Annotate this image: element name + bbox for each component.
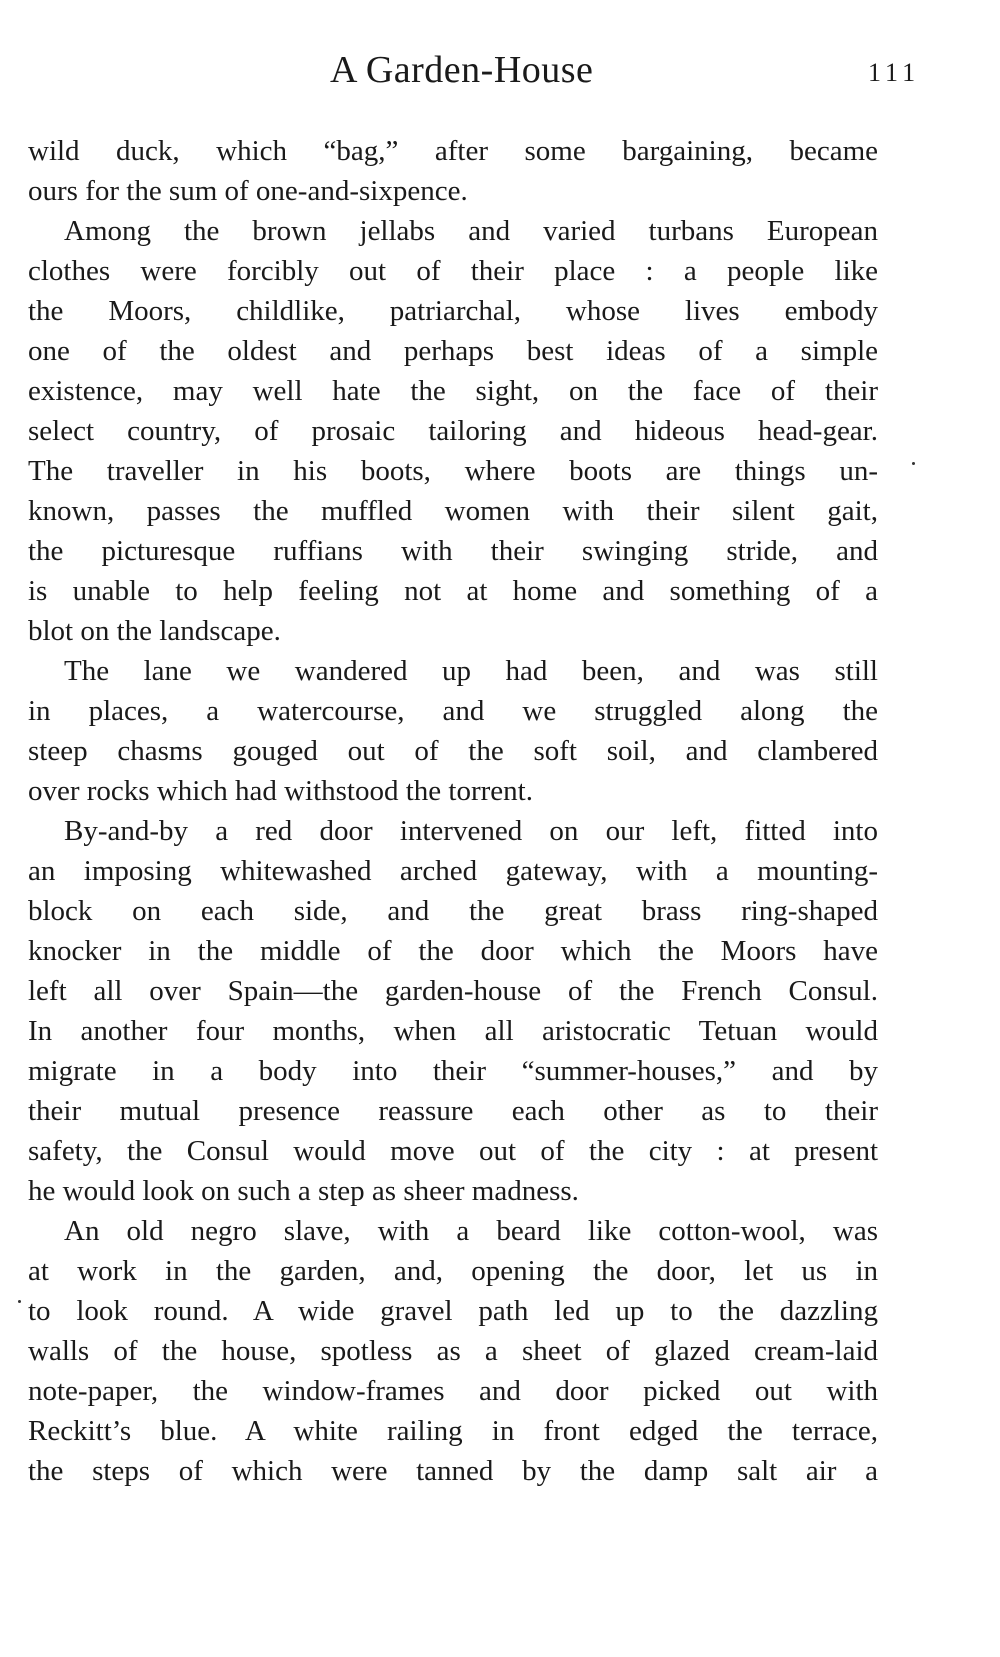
print-speck <box>18 1300 21 1303</box>
running-head <box>0 48 1000 108</box>
text-line: walls of the house, spotless as a sheet of glazed cream-laid <box>28 1335 878 1367</box>
text-line: The lane we wandered up had been, and was still <box>64 655 878 687</box>
text-line: known, passes the muffled women with their silent gait, <box>28 495 878 527</box>
text-line: an imposing whitewashed arched gateway, with a mounting- <box>28 855 878 887</box>
text-line: existence, may well hate the sight, on the face of their <box>28 375 878 407</box>
print-speck <box>912 462 915 465</box>
text-line: knocker in the middle of the door which the Moors have <box>28 935 878 967</box>
text-line: An old negro slave, with a beard like cotton-wool, was <box>64 1215 878 1247</box>
text-line: the Moors, childlike, patriarchal, whose lives embody <box>28 295 878 327</box>
text-line: the steps of which were tanned by the damp salt air a <box>28 1455 878 1487</box>
text-line: note-paper, the window-frames and door picked out with <box>28 1375 878 1407</box>
text-line: is unable to help feeling not at home and something of a <box>28 575 878 607</box>
text-line: to look round. A wide gravel path led up to the dazzling <box>28 1295 878 1327</box>
text-line: at work in the garden, and, opening the door, let us in <box>28 1255 878 1287</box>
text-line: safety, the Consul would move out of the city : at present <box>28 1135 878 1167</box>
text-line: In another four months, when all aristocratic Tetuan would <box>28 1015 878 1047</box>
text-line: select country, of prosaic tailoring and hideous head-gear. <box>28 415 878 447</box>
body-text <box>28 131 878 1491</box>
text-line: left all over Spain—the garden-house of the French Consul. <box>28 975 878 1007</box>
text-line: migrate in a body into their “summer-houses,” and by <box>28 1055 878 1087</box>
text-line: block on each side, and the great brass ring-shaped <box>28 895 878 927</box>
text-line: steep chasms gouged out of the soft soil, and clambered <box>28 735 878 767</box>
text-line: wild duck, which “bag,” after some bargaining, became <box>28 135 878 167</box>
page-number: 111 <box>868 58 921 87</box>
text-line: clothes were forcibly out of their place : a people like <box>28 255 878 287</box>
running-title: A Garden-House <box>330 49 594 91</box>
text-line: The traveller in his boots, where boots are things un- <box>28 455 878 487</box>
text-line: ours for the sum of one-and-sixpence. <box>28 175 468 207</box>
text-line: the picturesque ruffians with their swinging stride, and <box>28 535 878 567</box>
text-line: Among the brown jellabs and varied turbans European <box>64 215 878 247</box>
text-line: their mutual presence reassure each other as to their <box>28 1095 878 1127</box>
text-line: blot on the landscape. <box>28 615 281 647</box>
text-line: in places, a watercourse, and we struggled along the <box>28 695 878 727</box>
text-line: one of the oldest and perhaps best ideas of a simple <box>28 335 878 367</box>
text-line: By-and-by a red door intervened on our left, fitted into <box>64 815 878 847</box>
text-line: over rocks which had withstood the torrent. <box>28 775 533 807</box>
text-line: he would look on such a step as sheer madness. <box>28 1175 579 1207</box>
text-line: Reckitt’s blue. A white railing in front edged the terrace, <box>28 1415 878 1447</box>
